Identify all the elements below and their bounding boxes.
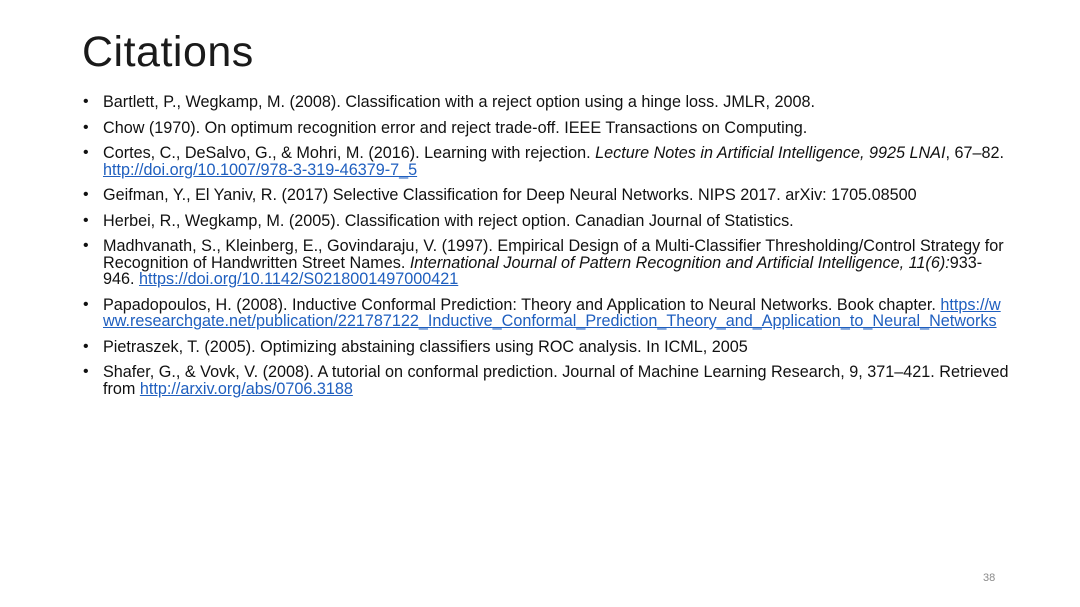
bullet-icon: •: [83, 144, 89, 161]
citation-item: [80, 339, 1010, 356]
citation-text: Herbei, R., Wegkamp, M. (2005). Classification with reject option. Canadian Journal of Statistics.: [103, 211, 794, 230]
citation-item: [80, 94, 1010, 111]
citation-arxiv-link[interactable]: http://arxiv.org/abs/0706.3188: [139, 379, 353, 398]
bullet-icon: •: [83, 337, 89, 355]
citation-item: [80, 364, 1010, 397]
bullet-icon: •: [83, 186, 89, 203]
citation-text: Shafer, G., & Vovk, V. (2008). A tutorial on conformal prediction. Journal of Machine Learning Research, 9, 371–421. Retrieved from: [103, 363, 1009, 398]
bullet-icon: •: [83, 237, 89, 254]
citation-item: [80, 120, 1010, 137]
citation-item: [80, 187, 1010, 204]
citation-item: [80, 145, 1010, 178]
citation-item: [80, 238, 1010, 288]
citation-pages: , 67–82.: [945, 144, 1004, 162]
citation-journal: Lecture Notes in Artificial Intelligence, 9925 LNAI: [595, 144, 946, 162]
citation-text: Madhvanath, S., Kleinberg, E., Govindaraju, V. (1997). Empirical Design of a Multi-Classifier Thresholding/Control Strategy for Recognition of Handwritten Street Names.: [103, 237, 1004, 272]
bullet-icon: •: [83, 93, 89, 110]
citation-text: Pietraszek, T. (2005). Optimizing abstaining classifiers using ROC analysis. In ICML, 2005: [103, 337, 748, 356]
slide-title: Citations: [82, 28, 254, 76]
bullet-icon: •: [83, 211, 89, 229]
bullet-icon: •: [83, 363, 89, 380]
citation-journal: International Journal of Pattern Recognition and Artificial Intelligence, 11(6):: [409, 253, 950, 272]
citation-item: [80, 297, 1010, 330]
citation-pages: 933-946.: [103, 253, 983, 288]
bullet-icon: •: [83, 295, 89, 313]
citation-text: Cortes, C., DeSalvo, G., & Mohri, M. (2016). Learning with rejection.: [103, 144, 596, 162]
citation-text: Bartlett, P., Wegkamp, M. (2008). Classification with a reject option using a hinge loss. JMLR, 2008.: [103, 93, 815, 111]
bullet-icon: •: [83, 118, 89, 136]
citation-list: [80, 94, 1010, 406]
citation-text: Geifman, Y., El Yaniv, R. (2017) Selective Classification for Deep Neural Networks. NIPS 2017. arXiv: 1705.08500: [103, 186, 917, 204]
page-number: 38: [983, 572, 996, 584]
citation-text: Chow (1970). On optimum recognition error and reject trade-off. IEEE Transactions on Computing.: [103, 118, 808, 137]
citation-researchgate-link[interactable]: https://www.researchgate.net/publication/221787122_Inductive_Conformal_Prediction_Theory_and_Application_to_Neural_Networks: [103, 295, 1001, 330]
citation-doi-link[interactable]: https://doi.org/10.1142/S0218001497000421: [139, 270, 459, 288]
citation-text: Papadopoulos, H. (2008). Inductive Conformal Prediction: Theory and Application to Neural Networks. Book chapter.: [103, 295, 941, 314]
citation-item: [80, 213, 1010, 230]
citation-doi-link[interactable]: http://doi.org/10.1007/978-3-319-46379-7_5: [103, 160, 418, 179]
